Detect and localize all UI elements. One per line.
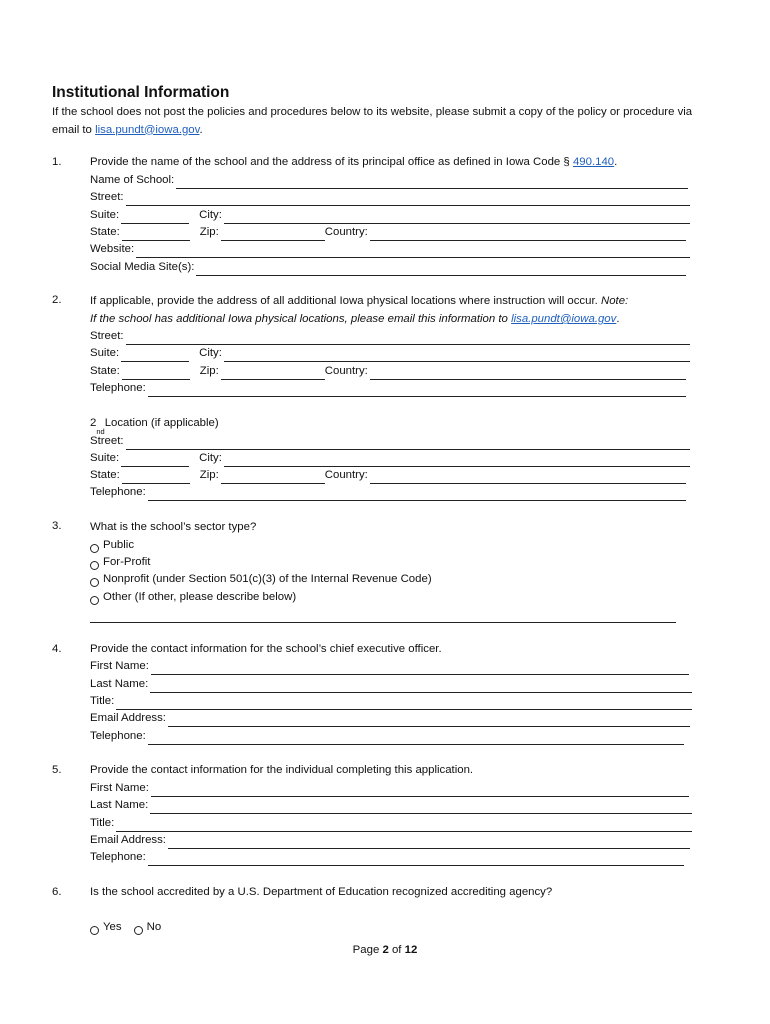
q1-name-label: Name of School: bbox=[90, 174, 175, 186]
q4-title-row bbox=[90, 693, 692, 710]
q1-country-label: Country: bbox=[324, 226, 368, 238]
q5-title-field[interactable] bbox=[116, 819, 692, 832]
q1-website-field[interactable] bbox=[136, 245, 690, 258]
q2-loc2-street-label: Street: bbox=[90, 435, 124, 447]
q1-suite-label: Suite: bbox=[90, 209, 120, 221]
q5-last-label: Last Name: bbox=[90, 799, 149, 811]
q2-suite-row bbox=[90, 345, 690, 362]
q2-street-field[interactable] bbox=[126, 332, 690, 345]
q1-number: 1. bbox=[52, 156, 62, 168]
q5-title-label: Title: bbox=[90, 817, 115, 829]
q3-number: 3. bbox=[52, 520, 62, 532]
page-footer bbox=[0, 944, 770, 956]
q5-first-field[interactable] bbox=[151, 784, 689, 797]
q1-end: . bbox=[614, 156, 618, 168]
q4-question: Provide the contact information for the school’s chief executive officer. bbox=[90, 643, 442, 655]
q4-last-field[interactable] bbox=[150, 680, 692, 693]
q4-email-field[interactable] bbox=[168, 714, 690, 727]
q1-state-field[interactable] bbox=[122, 228, 190, 241]
q2-loc2-telephone-row bbox=[90, 484, 686, 501]
q2-city-field[interactable] bbox=[224, 349, 690, 362]
q2-loc2-city-field[interactable] bbox=[224, 454, 690, 467]
q4-title-field[interactable] bbox=[116, 697, 692, 710]
q4-last-label: Last Name: bbox=[90, 678, 149, 690]
q2-street-row bbox=[90, 328, 690, 345]
q4-first-row bbox=[90, 658, 689, 675]
q2-loc2-state-field[interactable] bbox=[122, 471, 190, 484]
q2-state-label: State: bbox=[90, 365, 120, 377]
footer-page-number: 2 bbox=[382, 944, 389, 956]
q5-number: 5. bbox=[52, 764, 62, 776]
q2-loc2-num: 2 bbox=[90, 417, 97, 429]
q2-suite-field[interactable] bbox=[121, 349, 189, 362]
q2-loc2-country-label: Country: bbox=[324, 469, 368, 481]
q3-option-label: Nonprofit (under Section 501(c)(3) of the Internal Revenue Code) bbox=[103, 573, 432, 585]
q6-number: 6. bbox=[52, 886, 62, 898]
q1-suite-row bbox=[90, 207, 690, 224]
q2-note-label: Note: bbox=[600, 295, 629, 307]
q4-number: 4. bbox=[52, 643, 62, 655]
q1-code-link[interactable]: 490.140 bbox=[572, 156, 615, 168]
q1-street-row bbox=[90, 189, 690, 206]
q5-last-field[interactable] bbox=[150, 801, 692, 814]
q2-telephone-field[interactable] bbox=[148, 384, 686, 397]
radio-icon[interactable] bbox=[90, 544, 99, 553]
q1-zip-field[interactable] bbox=[221, 228, 325, 241]
q2-loc2-zip-label: Zip: bbox=[199, 469, 219, 481]
section-title: Institutional Information bbox=[52, 84, 230, 101]
q4-phone-label: Telephone: bbox=[90, 730, 146, 742]
q2-city-label: City: bbox=[199, 347, 222, 359]
q1-zip-label: Zip: bbox=[199, 226, 219, 238]
radio-icon[interactable] bbox=[90, 561, 99, 570]
q1-state-label: State: bbox=[90, 226, 120, 238]
q6-question: Is the school accredited by a U.S. Department of Education recognized accrediting agency? bbox=[90, 886, 553, 898]
q4-first-field[interactable] bbox=[151, 662, 689, 675]
q1-state-row bbox=[90, 224, 686, 241]
q2-loc2-city-label: City: bbox=[199, 452, 222, 464]
q2-loc2-telephone-label: Telephone: bbox=[90, 486, 146, 498]
q1-name-row bbox=[90, 172, 688, 189]
q2-end: . bbox=[616, 313, 620, 325]
q1-suite-field[interactable] bbox=[121, 211, 189, 224]
q1-question bbox=[90, 154, 617, 171]
q1-social-row bbox=[90, 259, 686, 276]
q4-last-row bbox=[90, 676, 692, 693]
q3-option-other[interactable] bbox=[90, 589, 296, 606]
q6-no-label[interactable]: No bbox=[146, 921, 162, 933]
q1-name-field[interactable] bbox=[176, 176, 688, 189]
q5-email-row bbox=[90, 832, 690, 849]
q2-zip-label: Zip: bbox=[199, 365, 219, 377]
intro-paragraph bbox=[52, 104, 722, 139]
q2-zip-field[interactable] bbox=[221, 367, 325, 380]
q5-title-row bbox=[90, 815, 692, 832]
footer-page-word: Page bbox=[352, 944, 383, 956]
q2-telephone-row bbox=[90, 380, 686, 397]
q2-loc2-zip-field[interactable] bbox=[221, 471, 325, 484]
q2-suite-label: Suite: bbox=[90, 347, 120, 359]
q2-loc2-street-field[interactable] bbox=[126, 437, 690, 450]
q4-first-label: First Name: bbox=[90, 660, 149, 672]
q3-option-public[interactable] bbox=[90, 537, 134, 554]
q2-number: 2. bbox=[52, 294, 62, 306]
q2-telephone-label: Telephone: bbox=[90, 382, 146, 394]
q1-social-label: Social Media Site(s): bbox=[90, 261, 195, 273]
q2-email-link[interactable]: lisa.pundt@iowa.gov bbox=[511, 313, 617, 325]
q2-state-row bbox=[90, 363, 686, 380]
q2-loc2-text: Location (if applicable) bbox=[104, 417, 219, 429]
q2-question-line2 bbox=[90, 311, 620, 328]
radio-icon[interactable] bbox=[90, 578, 99, 587]
q3-option-nonprofit[interactable] bbox=[90, 571, 432, 588]
q6-yes-label[interactable]: Yes bbox=[103, 921, 122, 933]
q2-loc2-telephone-field[interactable] bbox=[148, 488, 686, 501]
q2-loc2-street-row bbox=[90, 433, 690, 450]
q2-loc2-suite-field[interactable] bbox=[121, 454, 189, 467]
q3-other-row bbox=[90, 606, 676, 623]
q1-website-label: Website: bbox=[90, 243, 135, 255]
q5-email-label: Email Address: bbox=[90, 834, 166, 846]
q1-country-field[interactable] bbox=[370, 228, 686, 241]
q3-question: What is the school’s sector type? bbox=[90, 521, 257, 533]
q5-phone-field[interactable] bbox=[148, 853, 684, 866]
q1-street-field[interactable] bbox=[126, 193, 690, 206]
intro-text: If the school does not post the policies and procedures below to its website, please submit a copy of the policy or procedure via email to bbox=[52, 106, 693, 136]
q2-country-field[interactable] bbox=[370, 367, 686, 380]
q2-text: If applicable, provide the address of all additional Iowa physical locations where instruction will occur. bbox=[90, 295, 598, 307]
q5-first-row bbox=[90, 780, 689, 797]
q3-option-for-profit[interactable] bbox=[90, 554, 150, 571]
q5-phone-row bbox=[90, 849, 684, 866]
q2-loc2-suite-label: Suite: bbox=[90, 452, 120, 464]
q4-email-row bbox=[90, 710, 690, 727]
q1-city-label: City: bbox=[199, 209, 222, 221]
footer-of: of bbox=[388, 944, 405, 956]
q2-loc2-country-field[interactable] bbox=[370, 471, 686, 484]
q5-last-row bbox=[90, 797, 692, 814]
q4-phone-row bbox=[90, 728, 684, 745]
q2-note-text: If the school has additional Iowa physical locations, please email this information to bbox=[90, 313, 508, 325]
footer-total-pages: 12 bbox=[404, 944, 418, 956]
q3-other-field[interactable] bbox=[90, 610, 676, 623]
radio-icon[interactable] bbox=[90, 596, 99, 605]
q1-street-label: Street: bbox=[90, 191, 124, 203]
q2-state-field[interactable] bbox=[122, 367, 190, 380]
radio-icon[interactable] bbox=[90, 926, 99, 935]
q2-loc2-state-label: State: bbox=[90, 469, 120, 481]
intro-end: . bbox=[199, 123, 203, 136]
q1-text: Provide the name of the school and the address of its principal office as defined in Iowa Code § bbox=[90, 156, 570, 168]
q1-social-field[interactable] bbox=[196, 263, 686, 276]
q2-location2-heading: 2 nd Location (if applicable) bbox=[90, 417, 219, 436]
q4-phone-field[interactable] bbox=[148, 732, 684, 745]
q3-option-label: Other (If other, please describe below) bbox=[103, 591, 297, 603]
q2-loc2-suite-row bbox=[90, 450, 690, 467]
q4-title-label: Title: bbox=[90, 695, 115, 707]
q3-option-label: Public bbox=[103, 539, 135, 551]
q5-phone-label: Telephone: bbox=[90, 851, 146, 863]
intro-email-link[interactable]: lisa.pundt@iowa.gov bbox=[95, 123, 200, 136]
q2-question-line1 bbox=[90, 293, 628, 310]
q2-street-label: Street: bbox=[90, 330, 124, 342]
q5-email-field[interactable] bbox=[168, 836, 690, 849]
q1-city-field[interactable] bbox=[224, 211, 690, 224]
q1-website-row bbox=[90, 241, 690, 258]
radio-icon[interactable] bbox=[134, 926, 143, 935]
q3-option-label: For-Profit bbox=[103, 556, 151, 568]
q4-email-label: Email Address: bbox=[90, 712, 166, 724]
q5-question: Provide the contact information for the individual completing this application. bbox=[90, 764, 474, 776]
q2-loc2-state-row bbox=[90, 467, 686, 484]
q2-country-label: Country: bbox=[324, 365, 368, 377]
q6-options bbox=[90, 919, 161, 936]
q5-first-label: First Name: bbox=[90, 782, 149, 794]
